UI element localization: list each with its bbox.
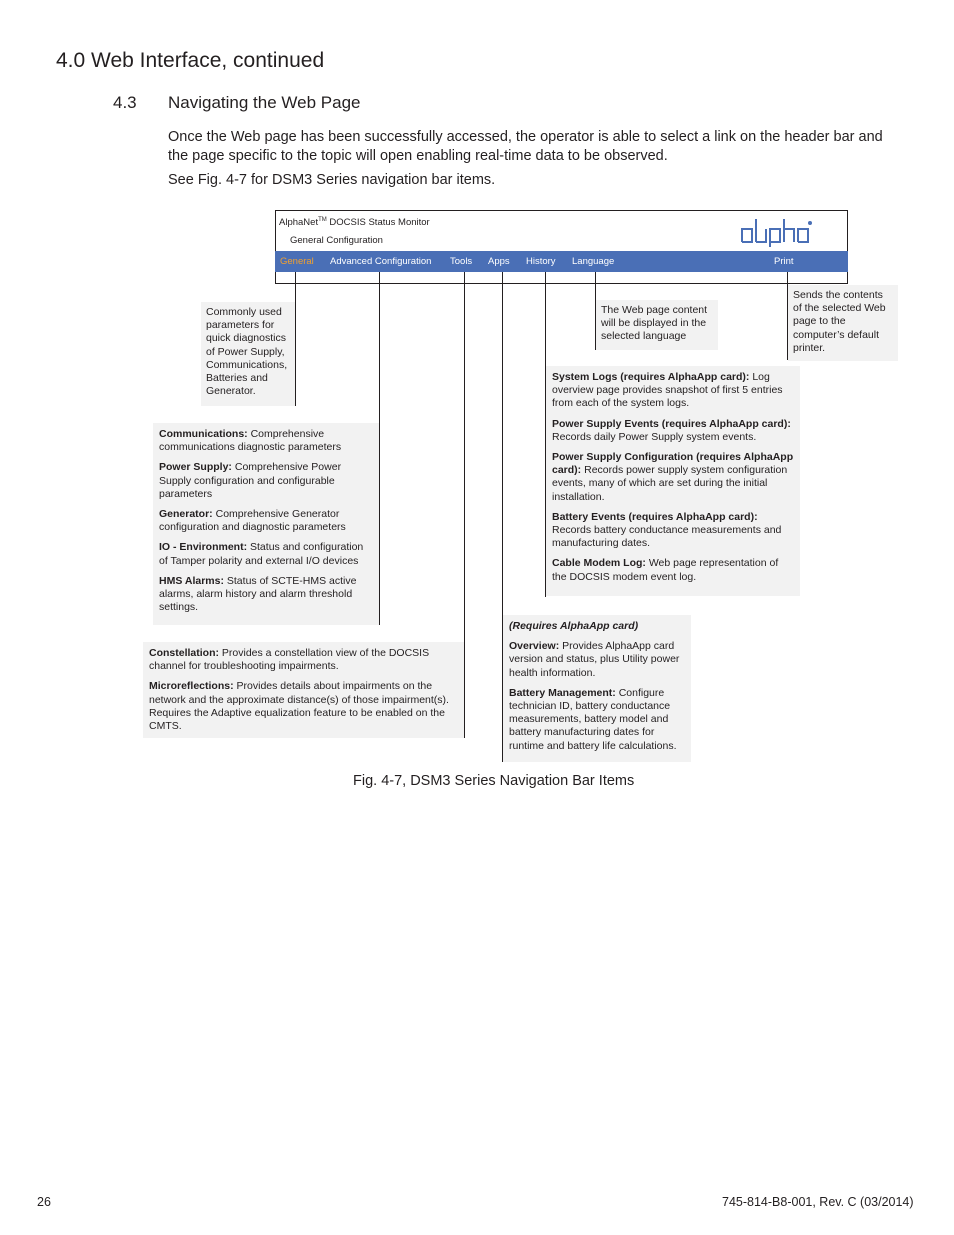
section-heading: 4.0 Web Interface, continued bbox=[56, 49, 325, 72]
callout-language bbox=[596, 300, 718, 350]
callout-history bbox=[546, 366, 800, 596]
connector-tools bbox=[464, 272, 465, 738]
nav-language[interactable]: Language bbox=[572, 256, 615, 267]
callout-general bbox=[201, 302, 295, 406]
alpha-logo-icon bbox=[740, 215, 812, 247]
document-reference: 745-814-B8-001, Rev. C (03/2014) bbox=[722, 1195, 914, 1209]
callout-print-text: Sends the contents of the selected Web page to the computer’s default printer. bbox=[793, 289, 886, 354]
see-figure-text: See Fig. 4-7 for DSM3 Series navigation bar items. bbox=[168, 172, 496, 188]
callout-tools bbox=[143, 642, 464, 738]
history-item: Power Supply Events (requires AlphaApp card): Records daily Power Supply system events. bbox=[552, 417, 791, 443]
apps-item: Battery Management: Configure technician ID, battery conductance measurements, battery model and battery manufacturing dates for runtime and battery life calculations. bbox=[509, 686, 677, 752]
advanced-item: HMS Alarms: Status of SCTE-HMS active alarms, alarm history and alarm threshold settings. bbox=[159, 574, 357, 614]
nav-advanced-configuration[interactable]: Advanced Configuration bbox=[330, 256, 432, 267]
history-item: Battery Events (requires AlphaApp card): Records battery conductance measurements and manufacturing dates. bbox=[552, 510, 782, 550]
web-interface-mockup bbox=[275, 210, 848, 284]
history-item: Cable Modem Log: Web page representation of the DOCSIS modem event log. bbox=[552, 557, 779, 583]
history-item: Power Supply Configuration (requires AlphaApp card): Records power supply system configuration events, many of which are set during the initial installation. bbox=[552, 451, 794, 503]
tools-item: Constellation: Provides a constellation view of the DOCSIS channel for troubleshooting impairments. bbox=[149, 647, 430, 673]
nav-history[interactable]: History bbox=[526, 256, 556, 267]
callout-apps bbox=[503, 615, 691, 762]
apps-item: Overview: Provides AlphaApp card version and status, plus Utility power health information. bbox=[509, 640, 680, 679]
nav-print[interactable]: Print bbox=[774, 256, 794, 267]
history-item: System Logs (requires AlphaApp card): Log overview page provides snapshot of first 5 entries from each of the system logs. bbox=[552, 371, 783, 410]
apps-note: (Requires AlphaApp card) bbox=[509, 620, 639, 632]
nav-apps[interactable]: Apps bbox=[488, 256, 510, 267]
mock-page-subtitle: General Configuration bbox=[290, 235, 383, 246]
page-number: 26 bbox=[37, 1195, 51, 1209]
navigation-bar bbox=[275, 251, 848, 272]
advanced-item: Generator: Comprehensive Generator configuration and diagnostic parameters bbox=[159, 508, 346, 534]
connector-general bbox=[295, 272, 296, 406]
advanced-item: Communications: Comprehensive communications diagnostic parameters bbox=[159, 428, 342, 454]
callout-language-text: The Web page content will be displayed in the selected language bbox=[601, 304, 708, 343]
subsection-title: Navigating the Web Page bbox=[168, 93, 361, 112]
advanced-item: Power Supply: Comprehensive Power Supply configuration and configurable parameters bbox=[159, 461, 342, 500]
figure-caption: Fig. 4-7, DSM3 Series Navigation Bar Items bbox=[353, 773, 635, 789]
callout-general-text: Commonly used parameters for quick diagnostics of Power Supply, Communications, Batteries and Generator. bbox=[206, 306, 288, 398]
tools-item: Microreflections: Provides details about impairments on the network and the approximate distance(s) of those impairment(s). Requires the Adaptive equalization feature to be enabled on the CMTS. bbox=[149, 680, 449, 733]
connector-advanced bbox=[379, 272, 380, 625]
intro-paragraph: Once the Web page has been successfully accessed, the operator is able to select a link on the header bar and the page specific to the topic will open enabling real-time data to be observed. bbox=[168, 129, 883, 164]
mock-app-title: AlphaNet™ DOCSIS Status Monitor bbox=[279, 217, 430, 229]
subsection-number: 4.3 bbox=[113, 93, 137, 112]
callout-advanced-configuration bbox=[153, 423, 379, 625]
advanced-item: IO - Environment: Status and configuration of Tamper polarity and external I/O devices bbox=[159, 541, 364, 567]
callout-print bbox=[788, 285, 898, 361]
nav-tools[interactable]: Tools bbox=[450, 256, 473, 267]
nav-general[interactable]: General bbox=[280, 256, 314, 267]
